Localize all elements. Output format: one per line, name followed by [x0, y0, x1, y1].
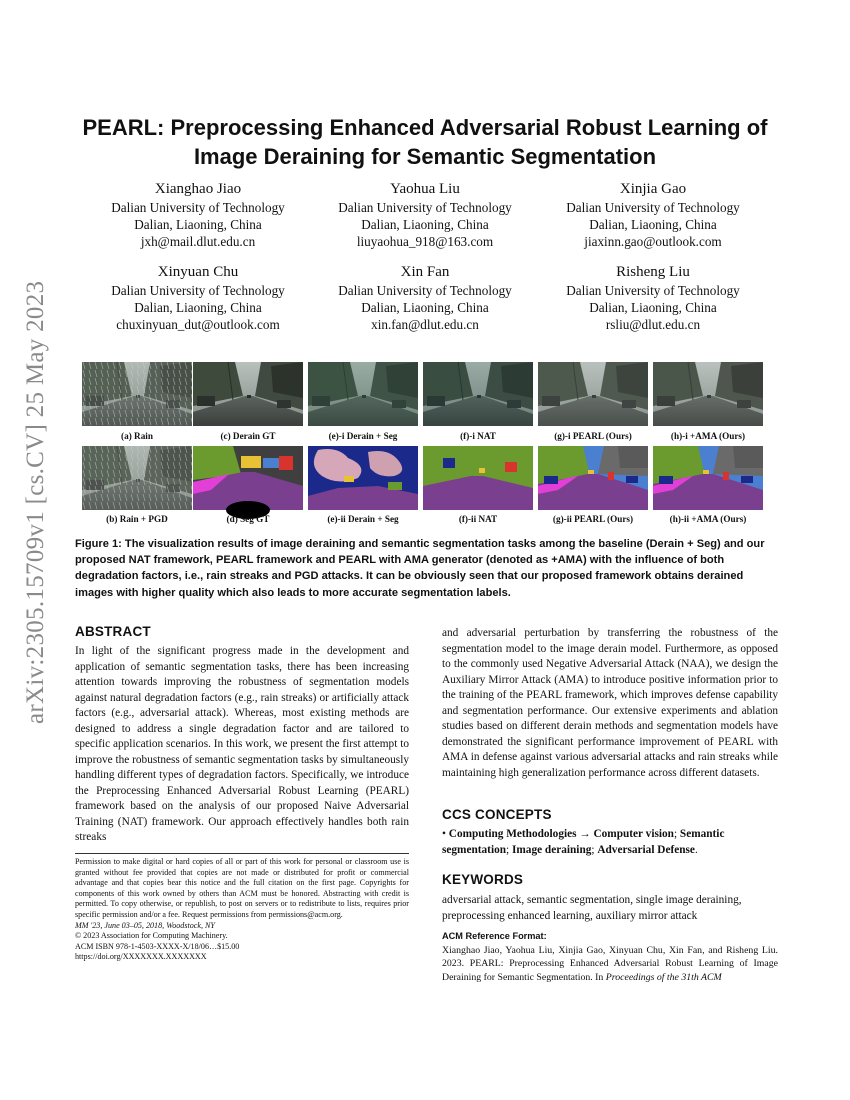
author-email: rsliu@dlut.edu.cn: [605, 317, 701, 332]
author-affiliation: Dalian University of Technology: [338, 283, 512, 298]
subcaption-h-ii: (h)-ii +AMA (Ours): [669, 514, 747, 524]
subcaption-e-ii: (e)-ii Derain + Seg: [327, 514, 399, 524]
subcaption-f-i: (f)-i NAT: [460, 431, 496, 441]
author-name: Xianghao Jiao: [154, 181, 242, 197]
keywords-text: adversarial attack, semantic segmentation, single image deraining, preprocessing enhanced learning, auxiliary mirror attack: [442, 894, 742, 922]
subcaption-f-ii: (f)-ii NAT: [458, 514, 498, 524]
footnote-isbn: ACM ISBN 978-1-4503-XXXX-X/18/06…$15.00: [75, 941, 240, 951]
abstract-text-left: In light of the significant progress made in the development and application of semantic segmentation tasks, there has been increasing attention towards improving the robustness of segmentation models against natural degradation factors (e.g., rain streaks) or artificially attack factors (e.g., adversarial attack). Whereas, most existing methods are designed to address a single degradation factor and are tailored to specific application scenarios. In this work, we present the first attempt to improve the robustness of semantic segmentation tasks by simultaneously handling different types of degradation factors. Specifically, we introduce the Preprocessing Enhanced Adversarial Robust Learning (PEARL) framework based on the analysis of our proposed Naive Adversarial Training (NAT) framework. Our approach effectively handles both rain streaks: [75, 645, 409, 843]
image-f-ii-nat: [423, 446, 533, 510]
subcaption-d: (d) Seg GT: [226, 514, 270, 524]
subcaption-a: (a) Rain: [121, 431, 153, 441]
author-name: Xin Fan: [400, 264, 450, 280]
image-a-rain: [82, 362, 192, 426]
author-affiliation: Dalian University of Technology: [111, 283, 285, 298]
image-h-i-ama: [653, 362, 763, 426]
author-location: Dalian, Liaoning, China: [589, 217, 717, 232]
figure-caption: Figure 1: The visualization results of image deraining and semantic segmentation tasks among the baseline (Derain + Seg) and our proposed NAT framework, PEARL framework and PEARL with AMA generator (denoted as +AMA) with the influence of both degradation factors, i.e., rain streaks and PGD attacks. It can be obviously seen that our proposed framework obtains derained images with higher quality which also leads to more accurate segmentation labels.: [75, 538, 765, 599]
author-name: Xinjia Gao: [619, 181, 687, 197]
image-f-i-nat: [423, 362, 533, 426]
subcaption-c: (c) Derain GT: [220, 431, 276, 441]
author-affiliation: Dalian University of Technology: [338, 200, 512, 215]
paper-title: PEARL: Preprocessing Enhanced Adversarial Robust Learning of Image Deraining for Semantic Segmentation: [82, 115, 768, 169]
author-email: xin.fan@dlut.edu.cn: [371, 317, 479, 332]
author-location: Dalian, Liaoning, China: [134, 300, 262, 315]
footnote-doi[interactable]: https://doi.org/XXXXXXX.XXXXXXX: [75, 952, 207, 962]
reference-heading: ACM Reference Format:: [442, 931, 547, 941]
image-e-i-derain-seg: [308, 362, 418, 426]
keywords-heading: KEYWORDS: [442, 872, 524, 887]
author-email: jxh@mail.dlut.edu.cn: [140, 234, 256, 249]
author-affiliation: Dalian University of Technology: [111, 200, 285, 215]
subcaption-b: (b) Rain + PGD: [106, 514, 168, 524]
footnote-permission: Permission to make digital or hard copies of all or part of this work for personal or classroom use is granted without fee provided that copies are not made or distributed for profit or commercial advantage and that copies bear this notice and the full citation on the first page. Copyrights for components of this work owned by others than ACM must be honored. Abstracting with credit is permitted. To copy otherwise, or republish, to post on servers or to redistribute to lists, requires prior specific permission and/or a fee. Request permissions from permissions@acm.org.: [75, 857, 409, 919]
image-c-derain-gt: [193, 362, 303, 426]
author-location: Dalian, Liaoning, China: [589, 300, 717, 315]
author-email: jiaxinn.gao@outlook.com: [584, 234, 722, 249]
subcaption-g-ii: (g)-ii PEARL (Ours): [552, 514, 634, 524]
footnote-copyright: © 2023 Association for Computing Machinery.: [75, 931, 228, 941]
ccs-heading: CCS CONCEPTS: [442, 807, 552, 822]
reference-text: Xianghao Jiao, Yaohua Liu, Xinjia Gao, Xinyuan Chu, Xin Fan, and Risheng Liu. 2023. PEARL: Preprocessing Enhanced Adversarial Robust Learning of Image Deraining for Semantic Segmentation. In Proceedings of the 31th ACM: [442, 945, 778, 983]
arxiv-sidebar: arXiv:2305.15709v1 [cs.CV] 25 May 2023: [22, 280, 49, 724]
subcaption-h-i: (h)-i +AMA (Ours): [670, 431, 746, 441]
figure-1: [0, 0, 850, 540]
subcaption-g-i: (g)-i PEARL (Ours): [554, 431, 632, 441]
author-name: Xinyuan Chu: [157, 264, 239, 280]
author-email: chuxinyuan_dut@outlook.com: [116, 317, 280, 332]
footnote: [75, 857, 409, 963]
abstract-heading: ABSTRACT: [75, 624, 151, 639]
footnote-venue: MM '23, June 03–05, 2018, Woodstock, NY: [75, 920, 215, 930]
ccs-concepts: • Computing Methodologies → Computer vision; Semantic segmentation; Image deraining; Adversarial Defense.: [442, 828, 725, 856]
author-email: liuyaohua_918@163.com: [356, 234, 494, 249]
abstract-text-right: and adversarial perturbation by transferring the robustness of the segmentation model to the image derain model. Furthermore, as opposed to the commonly used Negative Adversarial Attack (NAA), we design the Auxiliary Mirror Attack (AMA) to introduce positive information prior to the training of the PEARL framework, which improves defense capability and segmentation performance. Our extensive experiments and ablation studies based on different derain methods and segmentation models have demonstrated the significant performance improvement of PEARL with AMA in defense against various adversarial attacks and rain streaks while maintaining high generalization performance across different datasets.: [442, 627, 778, 779]
author-name: Risheng Liu: [616, 264, 690, 280]
author-location: Dalian, Liaoning, China: [361, 300, 489, 315]
author-location: Dalian, Liaoning, China: [134, 217, 262, 232]
subcaption-e-i: (e)-i Derain + Seg: [328, 431, 398, 441]
image-g-ii-pearl: [538, 446, 648, 510]
image-b-rain-pgd: [82, 446, 192, 510]
author-affiliation: Dalian University of Technology: [566, 200, 740, 215]
image-g-i-pearl: [538, 362, 648, 426]
image-h-ii-ama: [653, 446, 763, 510]
author-affiliation: Dalian University of Technology: [566, 283, 740, 298]
footnote-rule: [75, 853, 409, 854]
image-d-seg-gt: [193, 446, 303, 519]
image-e-ii-derain-seg: [308, 446, 418, 510]
author-name: Yaohua Liu: [390, 181, 460, 197]
author-location: Dalian, Liaoning, China: [361, 217, 489, 232]
